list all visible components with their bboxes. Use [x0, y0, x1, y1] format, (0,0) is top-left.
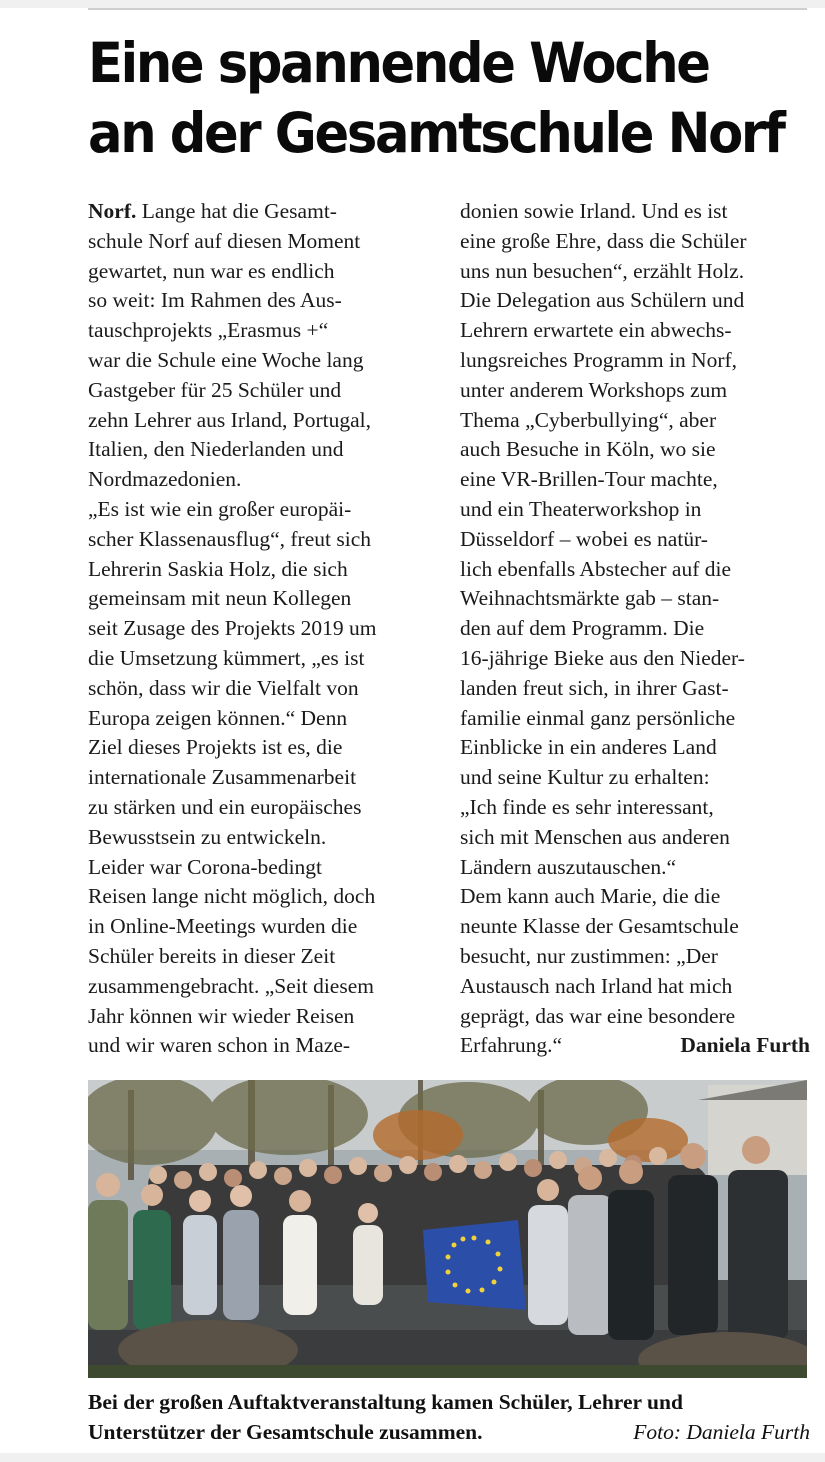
headline-line-2: an der Gesamtschule Norf [88, 101, 784, 165]
text-line: uns nun besuchen“, erzählt Holz. [460, 258, 745, 283]
text-line: Düsseldorf – wobei es natür- [460, 526, 708, 551]
author-byline: Daniela Furth [680, 1033, 810, 1058]
text-line: besucht, nur zustimmen: „Der [460, 943, 718, 968]
text-line: Schüler bereits in dieser Zeit [88, 943, 336, 968]
text-line: Italien, den Niederlanden und [88, 437, 344, 462]
text-line: Weihnachtsmärkte gab – stan- [460, 586, 720, 611]
text-line: Einblicke in ein anderes Land [460, 735, 717, 760]
text-line: internationale Zusammenarbeit [88, 765, 357, 790]
text-line: und wir waren schon in Maze- [88, 1033, 351, 1058]
text-line: scher Klassenausflug“, freut sich [88, 526, 371, 551]
text-line: in Online-Meetings wurden die [88, 914, 358, 939]
text-line: gewartet, nun war es endlich [88, 258, 335, 283]
text-line: Norf. Lange hat die Gesamt- [88, 199, 337, 223]
text-line: und ein Theaterworkshop in [460, 496, 702, 521]
text-line: sich mit Menschen aus anderen [460, 824, 730, 849]
headline-line-1: Eine spannende Woche [88, 31, 709, 95]
text-line: Dem kann auch Marie, die die [460, 884, 721, 909]
text-line: Ziel dieses Projekts ist es, die [88, 735, 343, 760]
eu-flag [423, 1220, 526, 1310]
text-line: zehn Lehrer aus Irland, Portugal, [88, 407, 371, 432]
text-line: zusammengebracht. „Seit diesem [88, 973, 374, 998]
article-headline [88, 28, 784, 168]
text-line: geprägt, das war eine besondere [460, 1003, 736, 1028]
text-line: „Es ist wie ein großer europäi- [88, 496, 352, 521]
text-line: Europa zeigen können.“ Denn [88, 705, 348, 730]
text-line: Gastgeber für 25 Schüler und [88, 377, 342, 402]
text-line: Jahr können wir wieder Reisen [88, 1003, 355, 1028]
photo-credit: Foto: Daniela Furth [633, 1420, 810, 1444]
text-line: war die Schule eine Woche lang [88, 347, 364, 372]
article-column-left [88, 197, 443, 1061]
caption-line-2: Unterstützer der Gesamtschule zusammen. Foto: Daniela Furth [88, 1417, 810, 1447]
text-line: Die Delegation aus Schülern und [460, 288, 745, 313]
top-rule-divider [88, 8, 807, 10]
text-line: gemeinsam mit neun Kollegen [88, 586, 352, 611]
text-line: so weit: Im Rahmen des Aus- [88, 288, 342, 313]
text-line: neunte Klasse der Gesamtschule [460, 914, 739, 939]
text-line: auch Besuche in Köln, wo sie [460, 437, 716, 462]
group-photo-illustration [88, 1080, 807, 1378]
text-line: schön, dass wir die Vielfalt von [88, 675, 359, 700]
text-line: Austausch nach Irland hat mich [460, 973, 733, 998]
text-line: eine große Ehre, dass die Schüler [460, 228, 747, 253]
text-line: eine VR-Brillen-Tour machte, [460, 467, 718, 492]
text-line: den auf dem Programm. Die [460, 616, 705, 641]
text-line: Lehrerin Saskia Holz, die sich [88, 556, 348, 581]
text-line: „Ich finde es sehr interessant, [460, 794, 714, 819]
text-line: familie einmal ganz persönliche [460, 705, 736, 730]
text-line: donien sowie Irland. Und es ist [460, 199, 728, 223]
newspaper-page [0, 8, 825, 1453]
text-line: Ländern auszutauschen.“ [460, 854, 677, 879]
text-line: die Umsetzung kümmert, „es ist [88, 645, 365, 670]
text-line: Nordmazedonien. [88, 467, 242, 492]
caption-line-1: Bei der großen Auftaktveranstaltung kamen Schüler, Lehrer und [88, 1390, 683, 1414]
text-line: lich ebenfalls Abstecher auf die [460, 556, 732, 581]
text-line: Lehrern erwartete ein abwechs- [460, 318, 732, 343]
text-line: Bewusstsein zu entwickeln. [88, 824, 327, 849]
text-line: seit Zusage des Projekts 2019 um [88, 616, 377, 641]
text-line-final: Erfahrung.“ Daniela Furth [460, 1031, 810, 1061]
dateline: Norf. [88, 199, 137, 223]
text-line: Thema „Cyberbullying“, aber [460, 407, 717, 432]
text-line: Leider war Corona-bedingt [88, 854, 323, 879]
article-column-right [460, 197, 810, 1061]
text-line: schule Norf auf diesen Moment [88, 228, 361, 253]
group-photo [88, 1080, 807, 1378]
text-line: landen freut sich, in ihrer Gast- [460, 675, 729, 700]
text-line: Reisen lange nicht möglich, doch [88, 884, 376, 909]
text-line: unter anderem Workshops zum [460, 377, 728, 402]
photo-caption [88, 1387, 810, 1447]
text-line: zu stärken und ein europäisches [88, 794, 362, 819]
text-line: 16-jährige Bieke aus den Nieder- [460, 645, 745, 670]
text-line: und seine Kultur zu erhalten: [460, 765, 710, 790]
text-line: tauschprojekts „Erasmus +“ [88, 318, 329, 343]
text-line: lungsreiches Programm in Norf, [460, 347, 738, 372]
